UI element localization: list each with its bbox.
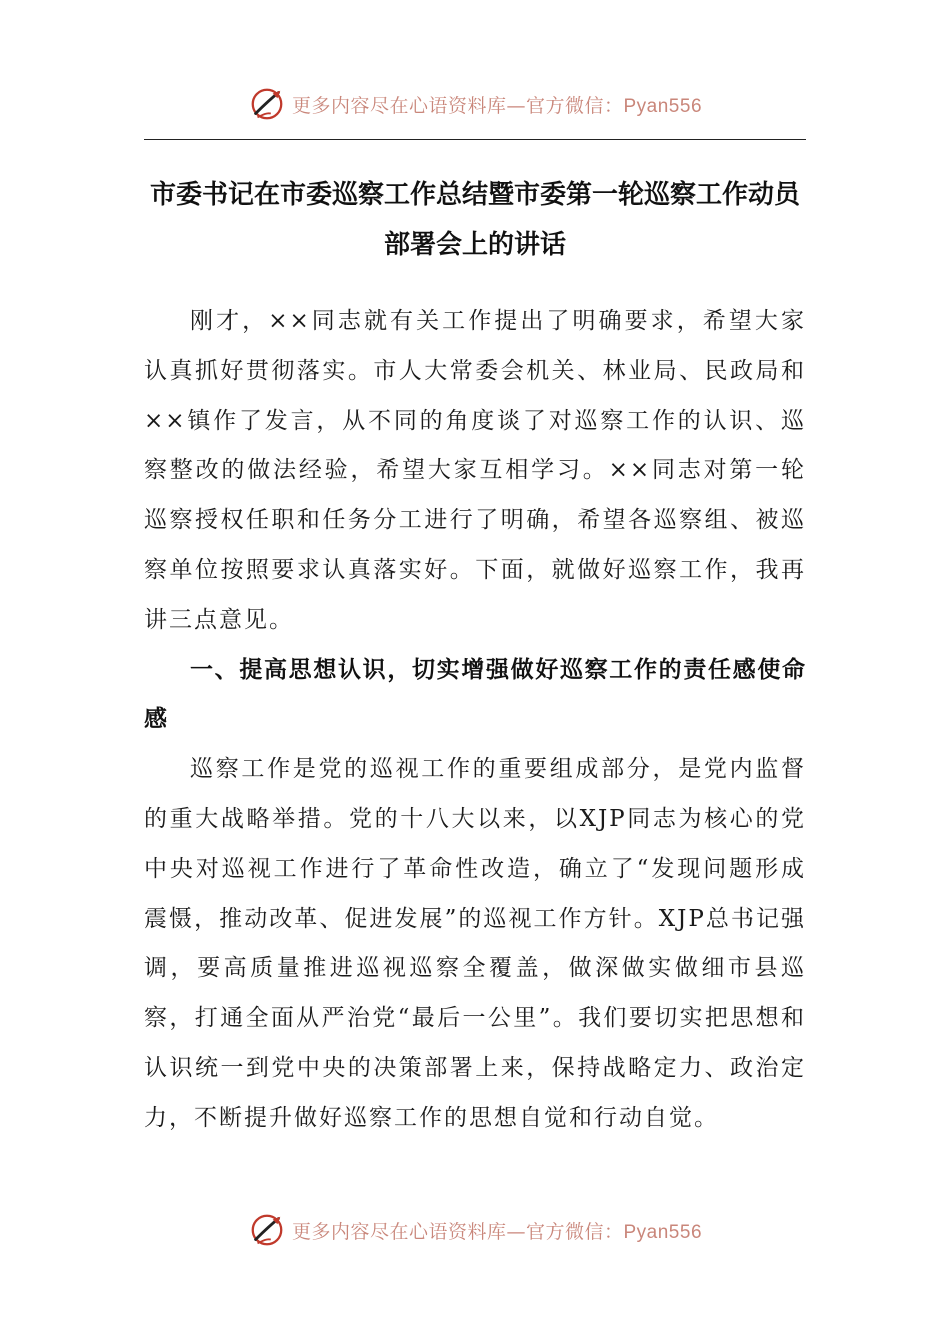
header-divider [144,139,806,140]
title-line-1: 市委书记在市委巡察工作总结暨市委第一轮巡察工作动员 [149,180,800,210]
header-watermark-banner [0,84,950,124]
paragraph-section-1: 巡察工作是党的巡视工作的重要组成部分，是党内监督的重大战略举措。党的十八大以来，以XJP同志为核心的党中央对巡视工作进行了革命性改造，确立了“发现问题形成震慑，推动改革、促进发展”的巡视工作方针。XJP总书记强调，要高质量推进巡视巡察全覆盖，做深做实做细市县巡察，打通全面从严治党“最后一公里”。我们要切实把思想和认识统一到党中央的决策部署上来，保持战略定力、政治定力，不断提升做好巡察工作的思想自觉和行动自觉。 [144,756,806,1131]
watermark-label: 更多内容尽在心语资料库—官方微信： [291,94,624,117]
pen-nib-circle-logo-icon [248,85,286,123]
watermark-label: 更多内容尽在心语资料库—官方微信： [291,1220,624,1243]
watermark-text [292,91,702,118]
document-title [144,170,806,270]
paragraph-intro: 刚才，××同志就有关工作提出了明确要求，希望大家认真抓好贯彻落实。市人大常委会机关、林业局、民政局和××镇作了发言，从不同的角度谈了对巡察工作的认识、巡察整改的做法经验，希望大家互相学习。××同志对第一轮巡察授权任职和任务分工进行了明确，希望各巡察组、被巡察单位按照要求认真落实好。下面，就做好巡察工作，我再讲三点意见。 [144,308,806,633]
title-line-2: 部署会上的讲话 [383,230,566,260]
document-body [144,297,806,1144]
footer-watermark-banner [0,1210,950,1250]
section-heading-1: 一、提高思想认识，切实增强做好巡察工作的责任感使命感 [144,656,806,733]
wechat-id: Pyan556 [623,1221,703,1243]
watermark-text [292,1217,702,1244]
wechat-id: Pyan556 [623,95,703,117]
pen-nib-circle-logo-icon [248,1211,286,1249]
